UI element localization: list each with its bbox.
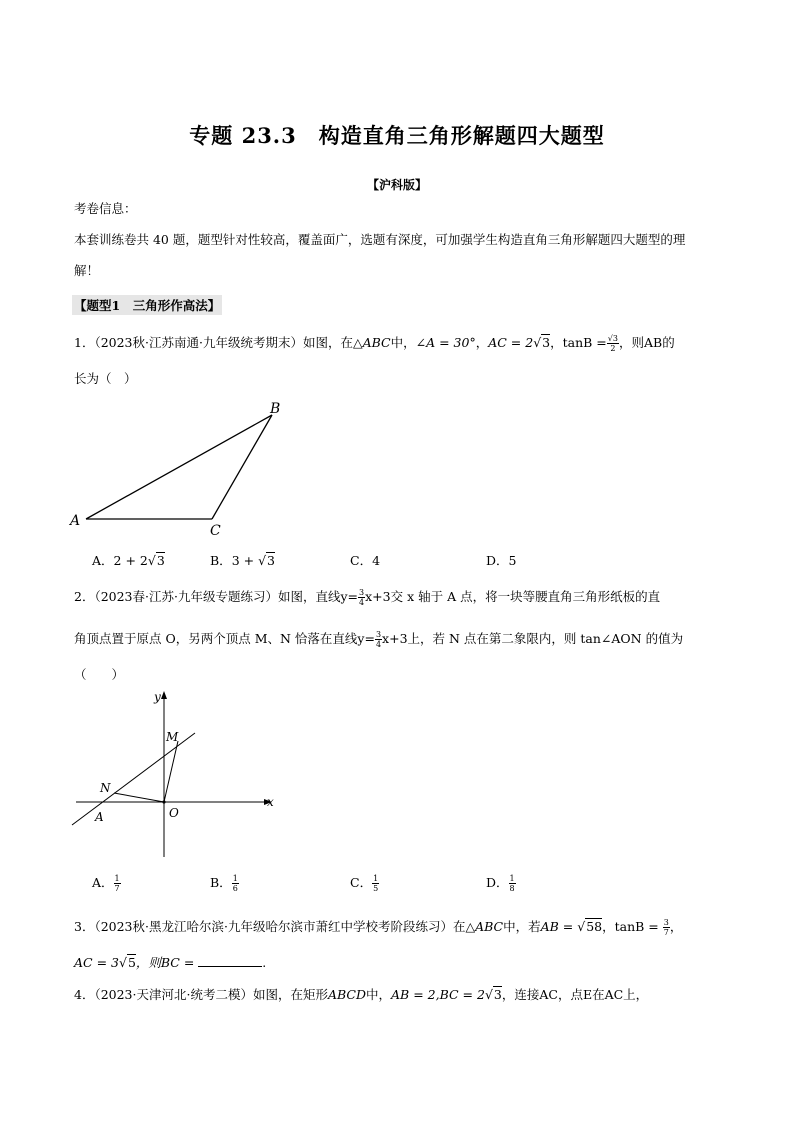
- page-title: 专题 23.3 构造直角三角形解题四大题型: [189, 123, 605, 148]
- q2-label-o: O: [169, 806, 179, 820]
- q1-ac: AC = 2: [488, 335, 534, 350]
- q2-option-b[interactable]: B． $\frac{1}{6}$: [210, 874, 238, 893]
- q1-tail: ，则AB的: [618, 335, 675, 350]
- q1-mid-text: 中，: [390, 335, 416, 350]
- q1-angle-a: ∠A = 30°: [415, 335, 476, 350]
- q1-triangle-figure: [60, 395, 300, 540]
- q1-option-a[interactable]: A．2 + 2√3: [92, 553, 165, 568]
- section-heading-1: 【题型1 三角形作高法】: [72, 295, 222, 315]
- q1-source: 1．（2023秋·江苏南通·九年级统考期末）如图，在: [74, 335, 353, 350]
- question-2-line-2: 角顶点置于原点 O，另两个顶点 M、N 恰落在直线y= $\frac{3}{4}$ x+3上，若 N 点在第二象限内，则 tan∠AON 的值为: [74, 630, 684, 649]
- q1-label-b: B: [270, 401, 281, 417]
- q2-label-n: N: [100, 781, 111, 795]
- q1-label-c: C: [210, 523, 221, 539]
- question-1-line-2: 长为（ ）: [74, 371, 137, 386]
- q2-label-y: y: [154, 690, 161, 704]
- q1-triangle-symbol: △: [352, 335, 363, 350]
- intro-line-1: 本套训练卷共 40 题，题型针对性较高，覆盖面广，选题有深度，可加强学生构造直角三角形解题四大题型的理: [74, 232, 686, 247]
- q2-label-a: A: [95, 810, 104, 824]
- q1-triangle-name: ABC: [362, 335, 391, 350]
- q1-ac-root: 3: [542, 335, 551, 350]
- q1-tan: tanB =: [562, 335, 607, 350]
- question-2-line-1: 2．（2023春·江苏·九年级专题练习）如图，直线y= $\frac{3}{4}$ x+3交 x 轴于 A 点，将一块等腰直角三角形纸板的直: [74, 588, 661, 607]
- intro-line-2: 解！: [74, 263, 100, 278]
- q3-answer-blank[interactable]: [198, 954, 262, 967]
- q2-option-c[interactable]: C． $\frac{1}{5}$: [350, 874, 379, 893]
- q1-option-c[interactable]: C．4: [350, 553, 381, 568]
- q1-label-a: A: [70, 513, 81, 529]
- q1-option-b[interactable]: B．3 + √3: [210, 553, 275, 568]
- q2-option-a[interactable]: A． $\frac{1}{7}$: [92, 874, 120, 893]
- q2-label-m: M: [166, 730, 179, 744]
- q1-option-d[interactable]: D．5: [486, 553, 517, 568]
- question-2-line-3: （ ）: [74, 667, 125, 682]
- q1-tan-fraction: $\frac{√3}{2}$: [607, 334, 618, 353]
- question-1-line-1: 1．（2023秋·江苏南通·九年级统考期末）如图，在△ABC中，∠A = 30°，AC = 2√3，tanB = $\frac{√3}{2}$ ，则AB的: [74, 334, 675, 353]
- question-4-line-1: 4．（2023·天津河北·统考二模）如图，在矩形ABCD中，AB = 2,BC = 2√3，连接AC，点E在AC上，: [74, 987, 649, 1002]
- info-label: 考卷信息：: [74, 201, 137, 216]
- edition-label: 【沪科版】: [366, 178, 427, 192]
- question-3-line-1: 3．（2023秋·黑龙江哈尔滨·九年级哈尔滨市萧红中学校考阶段练习）在△ABC中，若AB = √58，tanB = $\frac{3}{7}$ ，: [74, 918, 683, 937]
- q2-coordinate-figure: [68, 685, 283, 863]
- question-3-line-2: AC = 3√5，则BC = .: [74, 955, 267, 970]
- q2-option-d[interactable]: D． $\frac{1}{8}$: [486, 874, 515, 893]
- q2-label-x: x: [267, 795, 274, 809]
